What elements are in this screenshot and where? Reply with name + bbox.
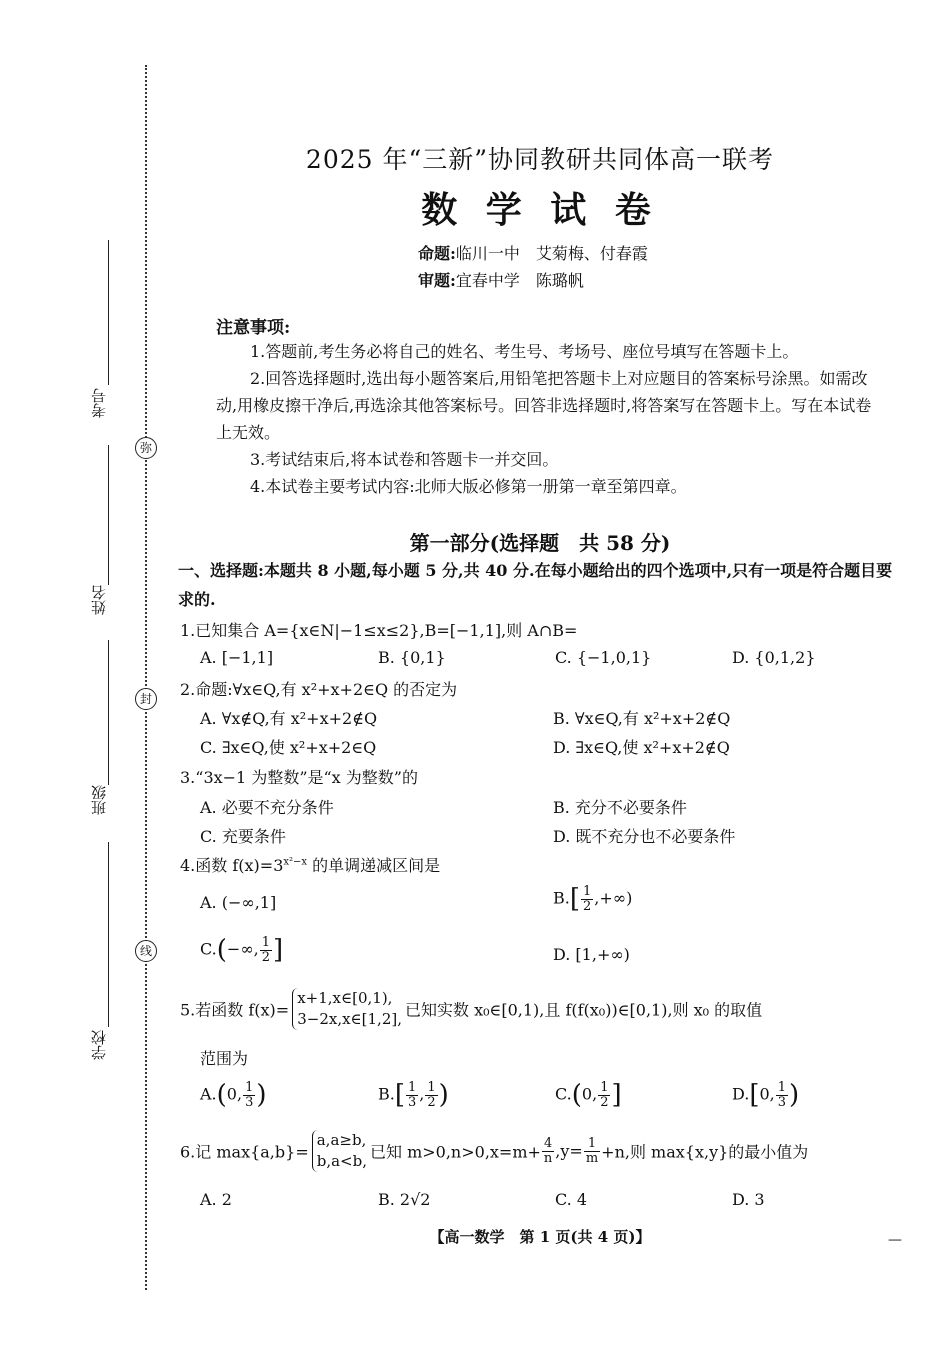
- q4-option-b-label: B.: [553, 888, 570, 908]
- q6-option-c: C. 4: [555, 1190, 588, 1209]
- frac-num: 1: [777, 1079, 787, 1095]
- q5-stem: [180, 988, 762, 1030]
- setter-names: 临川一中 艾菊梅、付春霞: [455, 244, 648, 263]
- q5-option-c: C.(0, $\frac{1}{2}$ ]: [555, 1079, 622, 1110]
- q4-stem-exponent: x²−x: [283, 856, 308, 868]
- frac-den: 2: [427, 1094, 436, 1110]
- q1-stem: 1.已知集合 A={x∈N|−1≤x≤2},B=[−1,1],则 A∩B=: [180, 621, 578, 640]
- q6-case-1: a,a≥b,: [316, 1131, 367, 1149]
- notice-item-3: 3.考试结束后,将本试卷和答题卡一并交回。: [250, 450, 559, 469]
- notice-item-1: 1.答题前,考生务必将自己的姓名、考生号、考场号、座位号填写在答题卡上。: [250, 342, 799, 361]
- q1-option-c: C. {−1,0,1}: [555, 648, 652, 667]
- q2-option-a: A. ∀x∉Q,有 x²+x+2∉Q: [200, 709, 378, 728]
- reviewer-names: 宜春中学 陈璐帆: [455, 271, 584, 290]
- q6-stem-mid-1: 已知 m>0,n>0,x=m+: [370, 1142, 541, 1162]
- frac-num: 1: [408, 1079, 417, 1095]
- frac-den: 3: [777, 1094, 787, 1110]
- frac-den: 2: [261, 949, 271, 965]
- q6-frac-1: [542, 1137, 554, 1166]
- q6-option-b: B. 2√2: [378, 1190, 431, 1209]
- reviewer-label: 审题:: [418, 271, 456, 290]
- q6-stem-pre: 6.记 max{a,b}=: [180, 1142, 309, 1162]
- setter-line: [418, 241, 648, 264]
- frac-num: 1: [245, 1079, 254, 1095]
- label-class: 班级: [90, 785, 108, 815]
- q5-option-b-frac-2: [425, 1081, 437, 1110]
- frac-num: 1: [584, 1137, 600, 1152]
- q3-option-b: B. 充分不必要条件: [553, 798, 687, 817]
- q4-stem-post: 的单调递减区间是: [307, 856, 441, 875]
- q1-option-d: D. {0,1,2}: [732, 648, 816, 667]
- q5-stem-cont: 范围为: [200, 1049, 249, 1068]
- q4-option-c-label: C.: [200, 939, 217, 959]
- frac-num: 4: [542, 1137, 554, 1152]
- q6-stem-post: +n,则 max{x,y}的最小值为: [601, 1142, 809, 1162]
- section-intro: 一、选择题:本题共 8 小题,每小题 5 分,共 40 分.在每小题给出的四个选项中,只有一项是符合题目要求的.: [178, 561, 893, 609]
- q6-stem: [180, 1130, 808, 1172]
- q4-option-b-frac: [581, 885, 593, 914]
- q5-option-d-label: D.: [732, 1084, 750, 1104]
- q5-option-a-frac: [243, 1081, 255, 1110]
- q6-option-a: A. 2: [200, 1190, 232, 1209]
- q2-option-c: C. ∃x∈Q,使 x²+x+2∈Q: [200, 738, 377, 757]
- seal-mi: 弥: [135, 437, 157, 459]
- notice-item-2: 2.回答选择题时,选出每小题答案后,用铅笔把答题卡上对应题目的答案标号涂黑。如需改动,用橡皮擦干净后,再选涂其他答案标号。回答非选择题时,将答案写在答题卡上。写在本试卷上无效。: [216, 369, 872, 442]
- q6-option-d: D. 3: [732, 1190, 765, 1209]
- q4-stem: [180, 853, 440, 876]
- q5-option-c-label: C.: [555, 1084, 572, 1104]
- q4-option-a: A. (−∞,1]: [200, 893, 277, 912]
- q5-piecewise: [292, 988, 402, 1030]
- q3-stem: 3.“3x−1 为整数”是“x 为整数”的: [180, 768, 418, 787]
- notice-item-4: 4.本试卷主要考试内容:北师大版必修第一册第一章至第四章。: [250, 477, 687, 496]
- q6-case-2: b,a<b,: [316, 1152, 367, 1170]
- q6-frac-2: [584, 1137, 600, 1166]
- q2-option-d: D. ∃x∈Q,使 x²+x+2∉Q: [553, 738, 730, 757]
- label-exam-number: 考号: [90, 388, 108, 418]
- q3-option-c: C. 充要条件: [200, 827, 286, 846]
- blank-class[interactable]: [108, 640, 109, 785]
- q4-option-c: C.(−∞, $\frac{1}{2}$ ]: [200, 934, 284, 965]
- corner-mark: —: [888, 1232, 902, 1248]
- q3-option-d: D. 既不充分也不必要条件: [553, 827, 736, 846]
- q4-option-d: D. [1,+∞): [553, 945, 630, 964]
- frac-num: 1: [583, 883, 592, 899]
- q5-option-b: B.[ $\frac{1}{3}$ , $\frac{1}{2}$ ): [378, 1079, 449, 1110]
- blank-exam-number[interactable]: [108, 240, 109, 385]
- reviewer-line: [418, 268, 584, 291]
- q1-option-b: B. {0,1}: [378, 648, 446, 667]
- seal-xian: 线: [135, 940, 157, 962]
- frac-den: 2: [583, 898, 592, 914]
- q5-stem-post: 已知实数 x₀∈[0,1),且 f(f(x₀))∈[0,1),则 x₀ 的取值: [404, 1000, 763, 1020]
- blank-school[interactable]: [108, 842, 109, 1027]
- q5-option-b-frac-1: [406, 1081, 418, 1110]
- q4-option-b-rest: ,+∞): [594, 888, 633, 908]
- q4-option-c-frac: [260, 936, 272, 965]
- q5-case-1: x+1,x∈[0,1),: [297, 989, 393, 1007]
- binding-line: [145, 65, 147, 1290]
- q5-stem-pre: 5.若函数 f(x)=: [180, 1000, 290, 1020]
- label-school: 学校: [90, 1030, 108, 1060]
- notice-heading: 注意事项:: [216, 318, 291, 338]
- frac-den: 2: [600, 1094, 609, 1110]
- q2-stem: 2.命题:∀x∈Q,有 x²+x+2∈Q 的否定为: [180, 680, 458, 699]
- frac-den: m: [585, 1150, 599, 1166]
- exam-title: 2025 年“三新”协同教研共同体高一联考: [305, 145, 775, 174]
- q1-option-a: A. [−1,1]: [200, 648, 274, 667]
- frac-den: 3: [408, 1094, 417, 1110]
- frac-num: 1: [600, 1079, 609, 1095]
- q5-case-2: 3−2x,x∈[1,2],: [297, 1010, 402, 1028]
- page-footer: 【高一数学 第 1 页(共 4 页)】: [429, 1228, 651, 1246]
- q3-option-a: A. 必要不充分条件: [200, 798, 334, 817]
- q2-option-b: B. ∀x∈Q,有 x²+x+2∉Q: [553, 709, 731, 728]
- frac-den: n: [543, 1150, 553, 1166]
- q5-option-b-label: B.: [378, 1084, 395, 1104]
- frac-den: 3: [245, 1094, 254, 1110]
- part-title: 第一部分(选择题 共 58 分): [409, 531, 671, 555]
- q4-stem-pre: 4.函数 f(x)=3: [180, 856, 284, 875]
- q5-option-d: D.[0, $\frac{1}{3}$ ): [732, 1079, 800, 1110]
- setter-label: 命题:: [418, 244, 456, 263]
- frac-num: 1: [261, 934, 271, 950]
- q5-option-c-frac: [598, 1081, 610, 1110]
- blank-name[interactable]: [108, 445, 109, 585]
- q6-stem-mid-2: ,y=: [555, 1141, 583, 1161]
- q6-piecewise: [312, 1130, 367, 1172]
- label-name: 姓名: [90, 585, 108, 615]
- q5-option-a: A.(0, $\frac{1}{3}$ ): [200, 1079, 267, 1110]
- q5-option-d-frac: [776, 1081, 788, 1110]
- frac-num: 1: [427, 1079, 436, 1095]
- q4-option-b: B.[ $\frac{1}{2}$ ,+∞): [553, 883, 633, 914]
- seal-feng: 封: [135, 688, 157, 710]
- exam-subject: 数 学 试 卷: [421, 189, 659, 231]
- q5-option-a-label: A.: [200, 1084, 217, 1104]
